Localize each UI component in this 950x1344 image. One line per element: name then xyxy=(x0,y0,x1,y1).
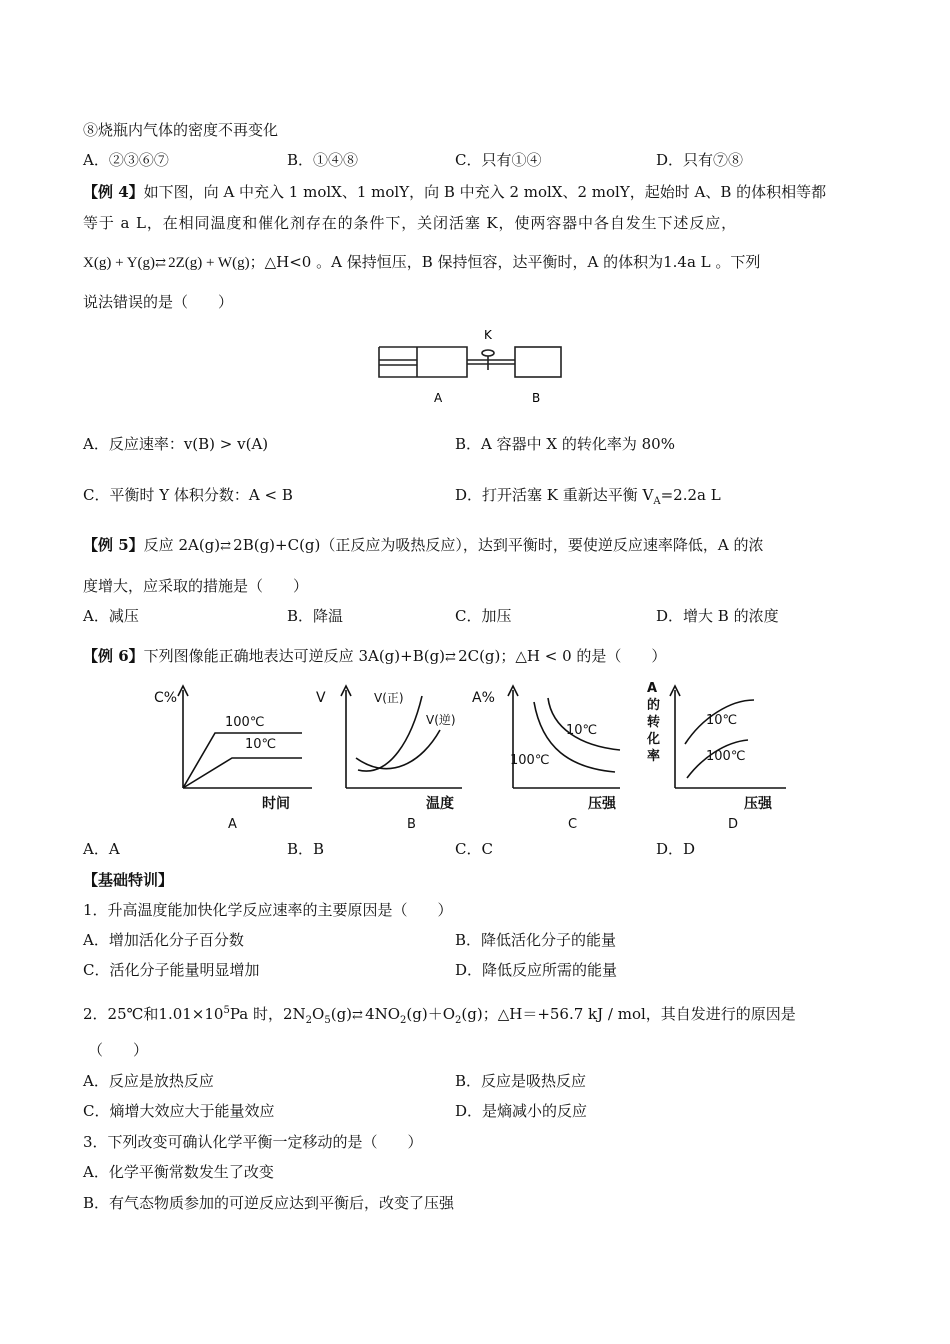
graph-a-xlabel: 时间 xyxy=(262,796,290,812)
option-b: B．①④⑧ xyxy=(287,151,359,169)
section-heading: 【基础特训】 xyxy=(83,871,174,889)
q3-option-a: A．化学平衡常数发生了改变 xyxy=(83,1163,274,1181)
container-a xyxy=(379,347,467,377)
svg-text:转: 转 xyxy=(647,715,661,730)
svg-text:率: 率 xyxy=(647,749,661,764)
ex5-line2: 度增大，应采取的措施是（ ） xyxy=(83,577,309,595)
ex5-option-b: B．降温 xyxy=(287,607,344,625)
ex4-text1: 如下图，向 A 中充入 1 molX、1 molY，向 B 中充入 2 molX、2 molY，起始时 A、B 的体积相等都 xyxy=(143,183,827,201)
graph-c-xlabel: 压强 xyxy=(588,796,616,812)
ex6-option-d: D．D xyxy=(656,840,696,858)
graph-d-ylabel xyxy=(646,681,660,764)
ex4-eq-right: 2Z(g) + W(g) xyxy=(168,255,250,271)
q2-line2: （ ） xyxy=(88,1041,149,1059)
ex6-text-b: 2C(g)；△H < 0 的是（ ） xyxy=(458,647,667,665)
q2-option-b: B．反应是吸热反应 xyxy=(455,1072,587,1090)
q3-option-b: B．有气态物质参加的可逆反应达到平衡后，改变了压强 xyxy=(83,1194,455,1212)
graph-a-curve1: 100℃ xyxy=(225,715,265,730)
equilibrium-arrow-icon: ⇄ xyxy=(352,1008,366,1023)
q2-option-d: D．是熵减小的反应 xyxy=(455,1102,588,1120)
ex4-line1 xyxy=(83,182,826,202)
graph-a-ylabel: C% xyxy=(154,690,178,706)
graph-b-xlabel: 温度 xyxy=(426,796,454,812)
equilibrium-arrow-icon: ⇄ xyxy=(155,256,169,271)
graph-c-ylabel: A% xyxy=(472,690,495,706)
q1-option-d: D．降低反应所需的能量 xyxy=(455,961,618,979)
graph-c-curve2: 100℃ xyxy=(510,753,550,768)
graph-d-curve1: 10℃ xyxy=(706,713,738,728)
valve-k-icon xyxy=(482,350,494,356)
option-a: A．②③⑥⑦ xyxy=(83,151,169,169)
ex5-option-c: C．加压 xyxy=(455,607,512,625)
ex5-option-a: A．减压 xyxy=(83,607,139,625)
ex4-label: 【例 4】 xyxy=(83,183,144,201)
q2-option-c: C．熵增大效应大于能量效应 xyxy=(83,1102,275,1120)
graph-d xyxy=(670,686,786,788)
graph-b-ylabel: V xyxy=(316,690,326,706)
ex4-option-a: A．反应速率：v(B) > v(A) xyxy=(83,435,269,453)
label-a: A xyxy=(434,391,443,405)
ex4-line4: 说法错误的是（ ） xyxy=(83,293,234,311)
q3-stem: 3．下列改变可确认化学平衡一定移动的是（ ） xyxy=(83,1133,423,1151)
svg-text:A: A xyxy=(647,681,658,696)
ex4-eq-left: X(g) + Y(g) xyxy=(83,255,156,271)
q1-option-a: A．增加活化分子百分数 xyxy=(83,931,244,949)
label-b: B xyxy=(532,391,541,405)
graph-d-xlabel: 压强 xyxy=(744,796,772,812)
graph-b-curve2: V(逆) xyxy=(426,713,456,727)
q1-option-b: B．降低活化分子的能量 xyxy=(455,931,617,949)
ex4-option-c: C．平衡时 Y 体积分数：A < B xyxy=(83,486,293,504)
ex4-equation xyxy=(83,252,760,274)
q1-option-c: C．活化分子能量明显增加 xyxy=(83,961,260,979)
ex5-option-d: D．增大 B 的浓度 xyxy=(656,607,779,625)
graph-c xyxy=(508,686,620,788)
svg-text:的: 的 xyxy=(647,698,661,713)
equilibrium-arrow-icon: ⇄ xyxy=(220,539,234,554)
ex5-text-a: 反应 2A(g) xyxy=(143,536,221,554)
ex5-label: 【例 5】 xyxy=(83,536,144,554)
option-c: C．只有①④ xyxy=(455,151,542,169)
container-b xyxy=(515,347,561,377)
ex6-option-a: A．A xyxy=(83,840,120,858)
graph-a-tag: A xyxy=(228,817,237,832)
valve-label: K xyxy=(484,328,492,342)
ex6-line1 xyxy=(83,646,666,668)
curve-v-reverse xyxy=(356,730,440,769)
q1-stem: 1．升高温度能加快化学反应速率的主要原因是（ ） xyxy=(83,901,453,919)
graph-a-curve2: 10℃ xyxy=(245,737,277,752)
graph-d-curve2: 100℃ xyxy=(706,749,746,764)
graph-c-curve1: 10℃ xyxy=(566,723,598,738)
option-d: D．只有⑦⑧ xyxy=(656,151,744,169)
q2-stem: 2．25℃和$1.01\times 10^5Pa$ 时，$2N_2O_5(g)⇄$ $4NO_2(g)+O_2(g)$；△H＝+56.7 kJ / mol，其自发进行的原因是 xyxy=(83,1005,796,1026)
q2-option-a: A．反应是放热反应 xyxy=(83,1072,214,1090)
ex6-label: 【例 6】 xyxy=(83,647,144,665)
graph-c-tag: C xyxy=(568,817,578,832)
ex5-text-b: 2B(g)+C(g)（正反应为吸热反应），达到平衡时，要使逆反应速率降低，A 的浓 xyxy=(233,536,764,554)
curve-10c xyxy=(183,758,302,788)
ex4-option-b: B．A 容器中 X 的转化率为 80% xyxy=(455,435,675,453)
graph-b-curve1: V(正) xyxy=(374,691,404,705)
ex6-option-b: B．B xyxy=(287,840,325,858)
curve-100c xyxy=(183,733,302,788)
ex5-line1 xyxy=(83,535,763,557)
graph-d-tag: D xyxy=(728,817,739,832)
ex6-graphs xyxy=(150,678,790,838)
ex6-option-c: C．C xyxy=(455,840,493,858)
graph-b-tag: B xyxy=(407,817,416,832)
equilibrium-arrow-icon: ⇄ xyxy=(445,650,459,665)
ex4-eq-tail: ；△H<0 。A 保持恒压，B 保持恒容，达平衡时，A 的体积为1.4a L 。下列 xyxy=(249,253,761,271)
svg-text:化: 化 xyxy=(647,732,661,747)
item-8: ⑧烧瓶内气体的密度不再变化 xyxy=(83,121,279,139)
ex6-text-a: 下列图像能正确地表达可逆反应 3A(g)+B(g) xyxy=(143,647,446,665)
ex4-line2: 等于 a L，在相同温度和催化剂存在的条件下，关闭活塞 K，使两容器中各自发生下述反应， xyxy=(83,214,738,232)
ex4-option-d: D．打开活塞 K 重新达平衡 $V_A=2.2a$ L xyxy=(455,486,721,507)
ex4-apparatus-figure xyxy=(375,326,570,408)
